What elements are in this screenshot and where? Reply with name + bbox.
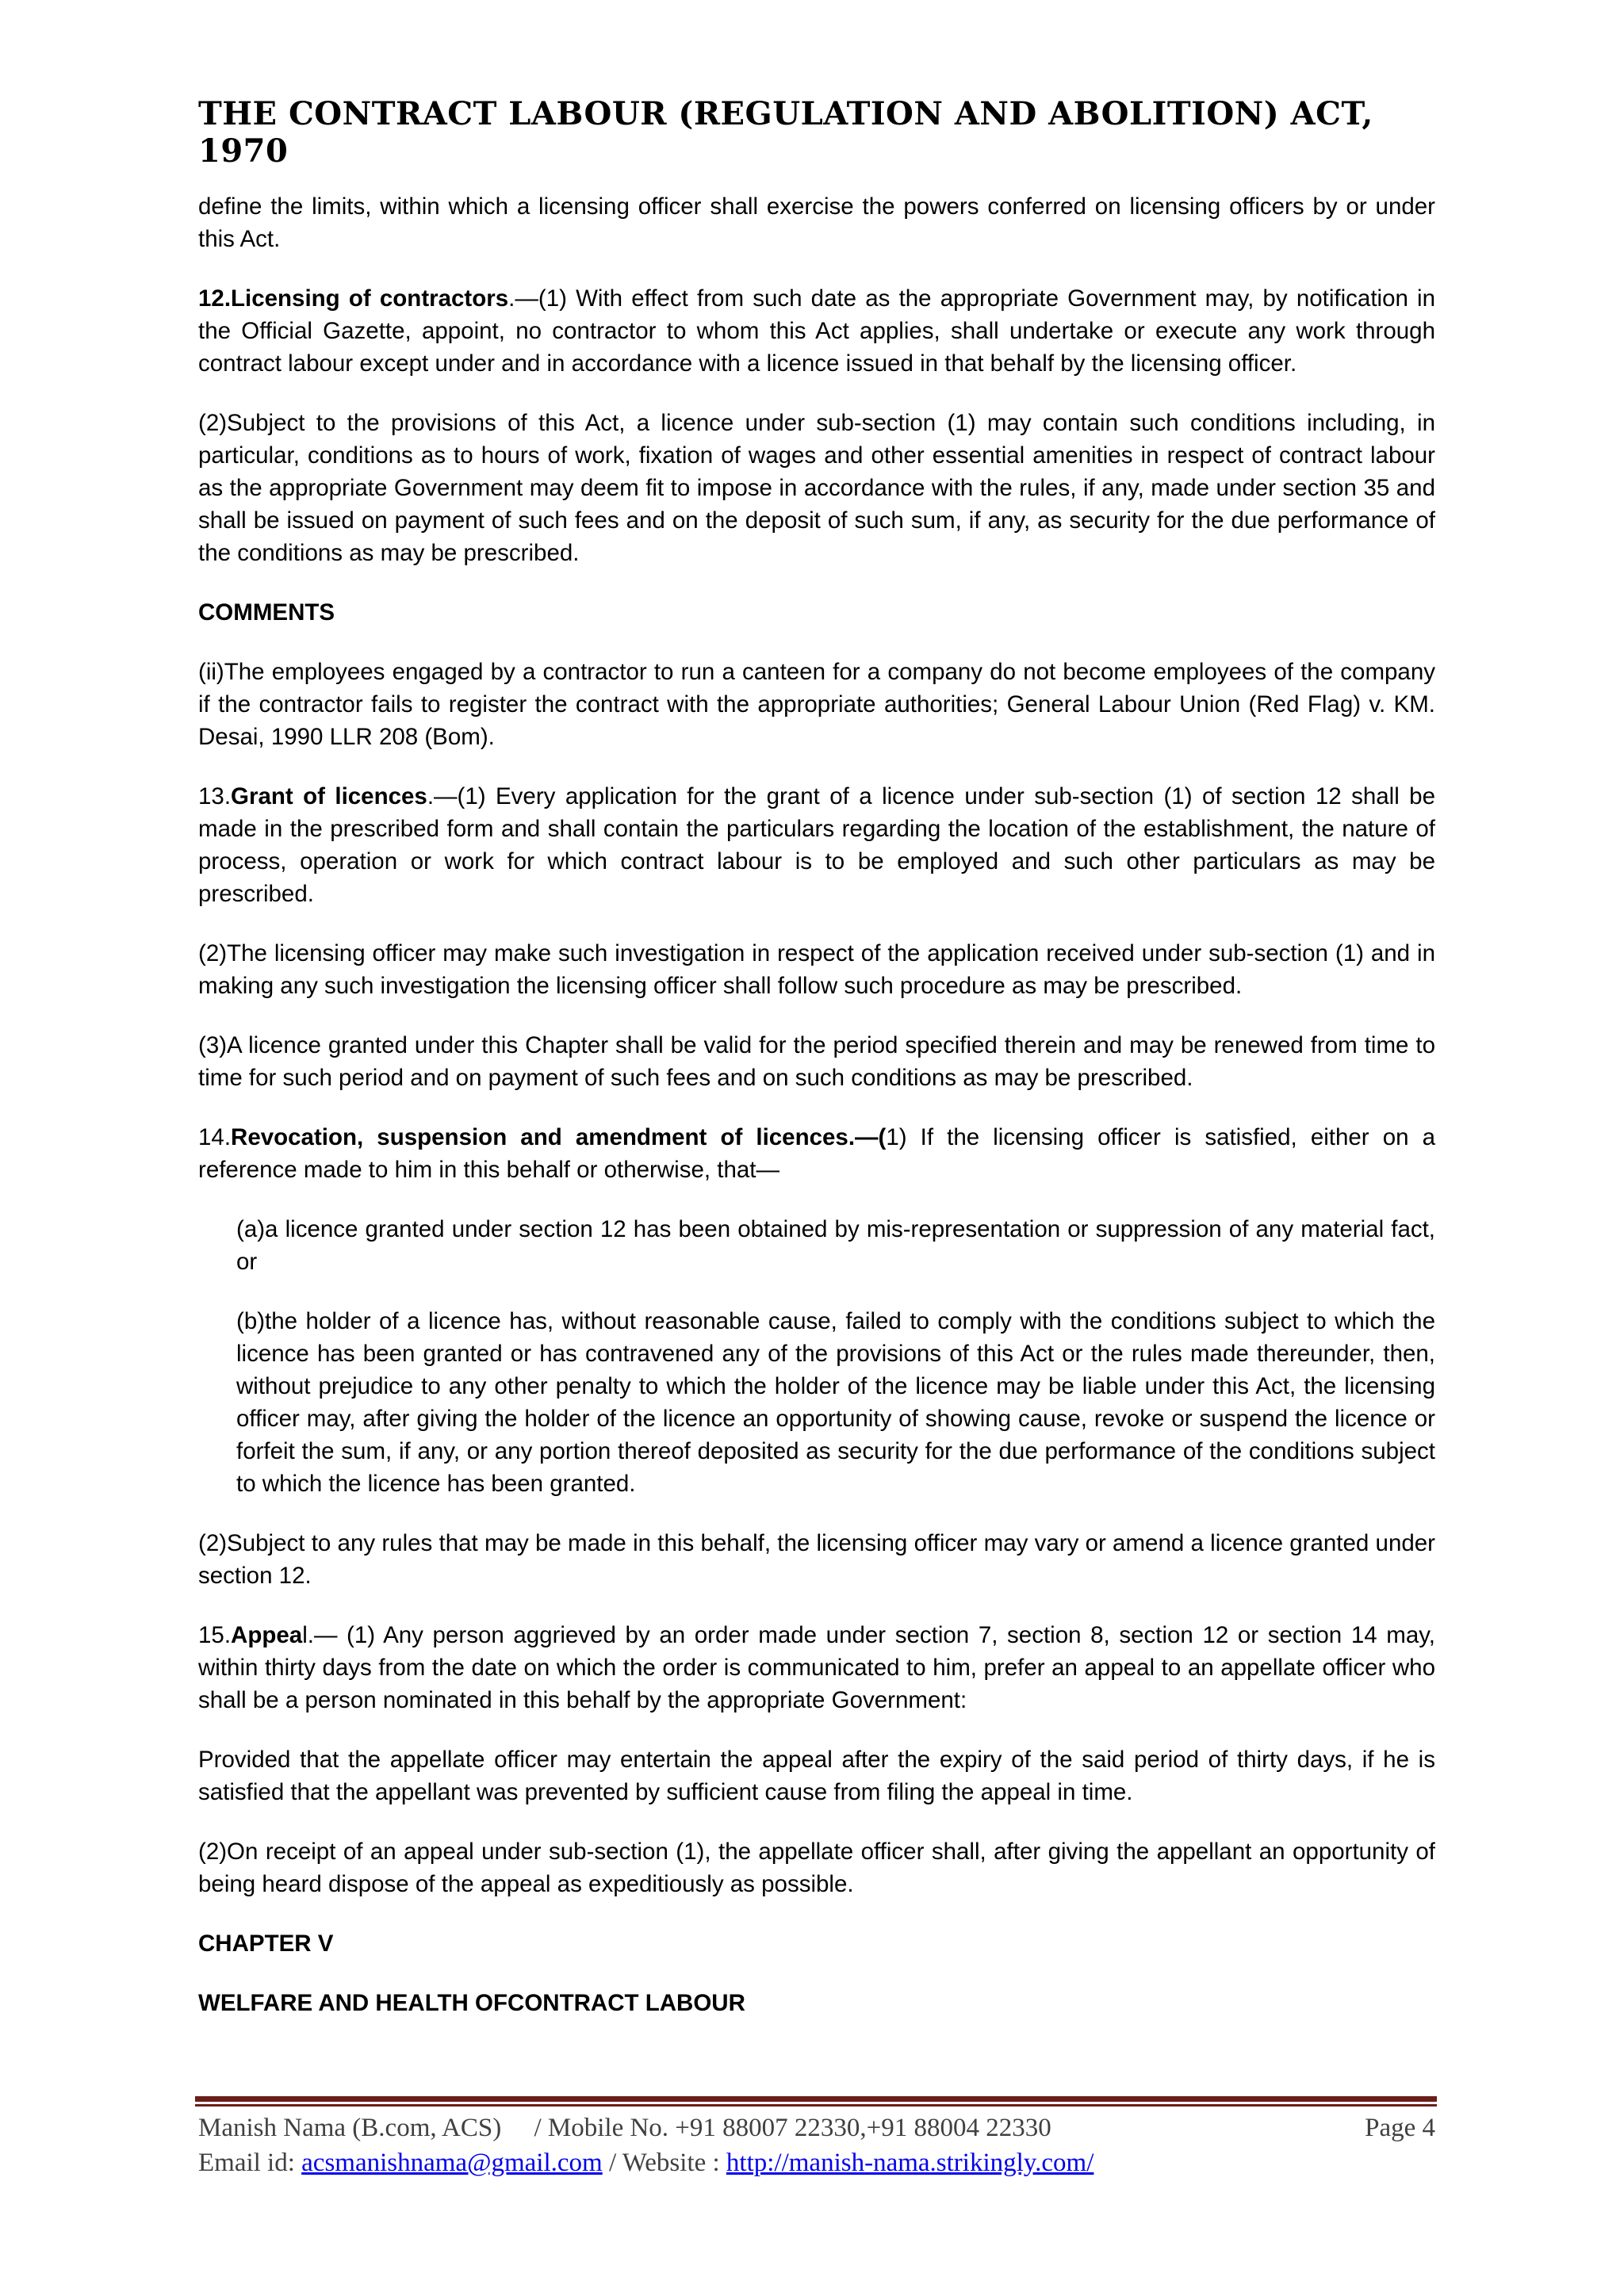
section-14-number: 14.	[198, 1124, 232, 1150]
section-13	[198, 780, 1435, 910]
section-14	[198, 1121, 1435, 1186]
section-15-proviso: Provided that the appellate officer may entertain the appeal after the expiry of the said period of thirty days, if he is satisfied that the appellant was prevented by sufficient cause from filing the appeal in time.	[198, 1747, 1435, 1805]
section-12	[198, 282, 1435, 380]
section-15-number: 15.	[198, 1622, 232, 1648]
section-15-subsection-2: (2)On receipt of an appeal under sub-section (1), the appellate officer shall, after giving the appellant an opportunity of being heard dispose of the appeal as expeditiously as possible.	[198, 1839, 1435, 1897]
section-13-title: Grant of licences	[231, 783, 427, 809]
section-15	[198, 1619, 1435, 1716]
footer-email-link[interactable]: acsmanishnama@gmail.com	[301, 2149, 603, 2177]
footer-divider	[195, 2096, 1437, 2107]
footer-page-number: Page 4	[1365, 2114, 1435, 2142]
comments-text: (ii)The employees engaged by a contractor to run a canteen for a company do not become employees of the company if the contractor fails to register the contract with the appropriate authorities; General Labour Union (Red Flag) v. KM. Desai, 1990 LLR 208 (Bom).	[198, 659, 1435, 750]
section-13-text: .—(1) Every application for the grant of a licence under sub-section (1) of section 12 shall be made in the prescribed form and shall contain the particulars regarding the location of the establishment, the nature of process, operation or work for which contract labour is to be employed and such other particulars as may be prescribed.	[198, 783, 1435, 907]
page-header-title: THE CONTRACT LABOUR (REGULATION AND ABOLITION) ACT, 1970	[198, 95, 1373, 170]
page-footer	[198, 2110, 1435, 2180]
section-14-clause-b: (b)the holder of a licence has, without reasonable cause, failed to comply with the conditions subject to which the licence has been granted or has contravened any of the provisions of this Act or the rules made thereunder, then, without prejudice to any other penalty to which the holder of the licence may be liable under this Act, the licensing officer may, after giving the holder of the licence an opportunity of showing cause, revoke or suspend the licence or forfeit the sum, if any, or any portion thereof deposited as security for the due performance of the conditions subject to which the licence has been granted.	[236, 1308, 1435, 1497]
section-13-number: 13.	[198, 783, 232, 809]
section-12-title: 12.Licensing of contractors	[198, 285, 509, 312]
chapter-number: CHAPTER V	[198, 1931, 334, 1957]
comments-heading: COMMENTS	[198, 599, 335, 626]
section-14-text: 1) If the licensing officer is satisfied, either on a reference made to him in this behalf or otherwise, that—	[198, 1124, 1435, 1183]
footer-divider-thick	[195, 2096, 1437, 2102]
section-13-subsection-3: (3)A licence granted under this Chapter shall be valid for the period specified therein and may be renewed from time to time for such period and on payment of such fees and on such conditions as may be prescribed.	[198, 1032, 1435, 1091]
section-12-text: .—(1) With effect from such date as the appropriate Government may, by notification in the Official Gazette, appoint, no contractor to whom this Act applies, shall undertake or execute any work through contract labour except under and in accordance with a licence issued in that behalf by the licensing officer.	[198, 285, 1436, 377]
footer-divider-thin	[195, 2104, 1437, 2107]
paragraph-limits: define the limits, within which a licensing officer shall exercise the powers conferred on licensing officers by or under this Act.	[198, 193, 1435, 252]
chapter-title: WELFARE AND HEALTH OFCONTRACT LABOUR	[198, 1990, 745, 2016]
footer-line-2	[198, 2145, 1435, 2180]
footer-email-label: Email id:	[198, 2149, 302, 2177]
section-14-clause-a: (a)a licence granted under section 12 has been obtained by mis-representation or suppression of any material fact, or	[236, 1216, 1435, 1275]
document-body	[198, 190, 1435, 2046]
footer-author: Manish Nama (B.com, ACS) / Mobile No. +91 88007 22330,+91 88004 22330	[198, 2114, 1051, 2142]
footer-line-1	[198, 2110, 1435, 2145]
section-15-text: l.— (1) Any person aggrieved by an order made under section 7, section 8, section 12 or section 14 may, within thirty days from the date on which the order is communicated to him, prefer an appeal to an appellate officer who shall be a person nominated in this behalf by the appropriate Government:	[198, 1622, 1435, 1713]
section-15-title: Appea	[231, 1622, 303, 1648]
footer-website-link[interactable]: http://manish-nama.strikingly.com/	[726, 2149, 1094, 2177]
section-12-subsection-2: (2)Subject to the provisions of this Act, a licence under sub-section (1) may contain such conditions including, in particular, conditions as to hours of work, fixation of wages and other essential amenities in respect of contract labour as the appropriate Government may deem fit to impose in accordance with the rules, if any, made under section 35 and shall be issued on payment of such fees and on the deposit of such sum, if any, as security for the due performance of the conditions as may be prescribed.	[198, 410, 1435, 566]
section-14-title: Revocation, suspension and amendment of licences.—(	[231, 1124, 887, 1150]
section-14-subsection-2: (2)Subject to any rules that may be made in this behalf, the licensing officer may vary or amend a licence granted under section 12.	[198, 1530, 1435, 1589]
footer-website-label: / Website :	[602, 2149, 726, 2177]
section-13-subsection-2: (2)The licensing officer may make such investigation in respect of the application received under sub-section (1) and in making any such investigation the licensing officer shall follow such procedure as may be prescribed.	[198, 940, 1435, 999]
